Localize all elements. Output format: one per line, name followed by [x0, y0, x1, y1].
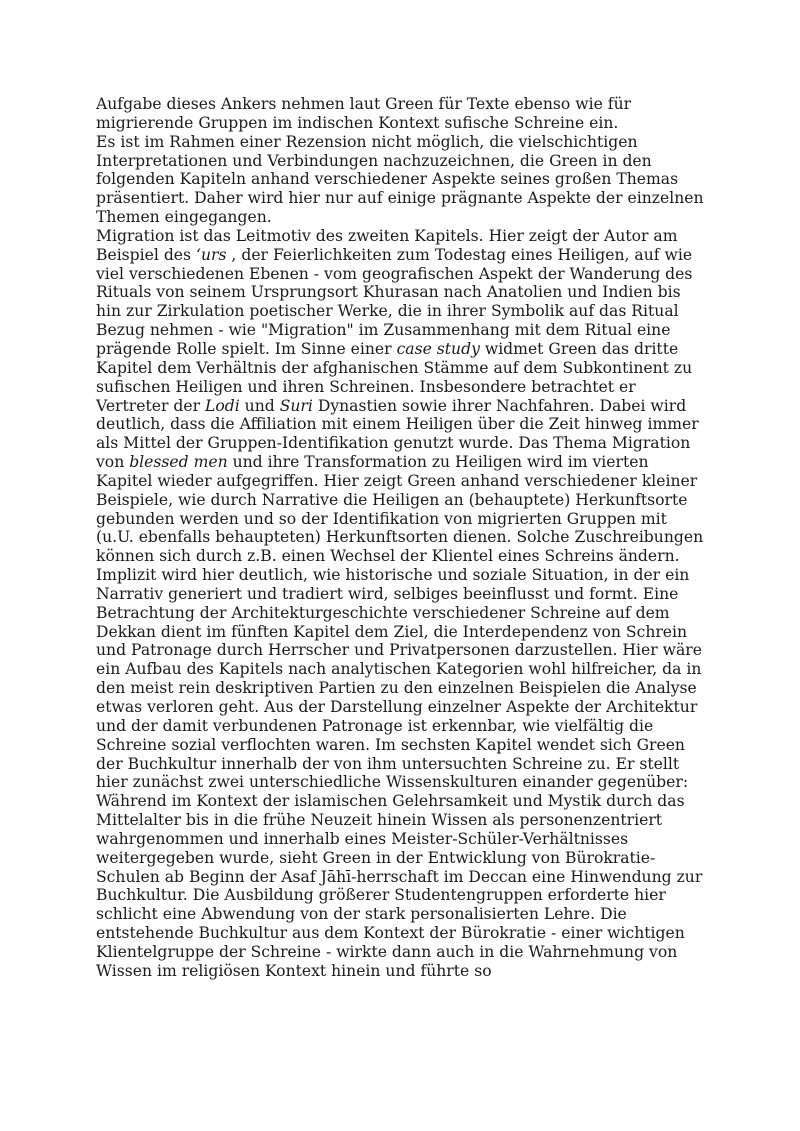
italic-term-urs: ‘urs: [196, 245, 227, 264]
text-run: und ihre Transformation zu Heiligen wird im vierten Kapitel wieder aufgegriffen. Hier zeigt Green anhand verschiedener kleiner Beispiele, wie durch Narrative die Heiligen an (behauptete) Herkunftsorte gebunden werden und so der Identifikation von migrierten Gruppen mit (u.U. ebenfalls behaupteten) Herkunftsorten dienen. Solche Zuschreibungen können sich durch z.B. einen Wechsel der Klientel eines Schreins ändern. Implizit wird hier deutlich, wie historische und soziale Situation, in der ein Narrativ generiert und tradiert wird, selbiges beeinflusst und formt. Eine Betrachtung der Architekturgeschichte verschiedener Schreine auf dem Dekkan dient im fünften Kapitel dem Ziel, die Interdependenz von Schrein und Patronage durch Herrscher und Privatpersonen darzustellen. Hier wäre ein Aufbau des Kapitels nach analytischen Kategorien wohl hilfreicher, da in den meist rein deskriptiven Partien zu den einzelnen Beispielen die Analyse etwas verloren geht. Aus der Darstellung einzelner Aspekte der Architektur und der damit verbundenen Patronage ist erkennbar, wie vielfältig die Schreine sozial verflochten waren. Im sechsten Kapitel wendet sich Green der Buchkultur innerhalb der von ihm untersuchten Schreine zu. Er stellt hier zunächst zwei unterschiedliche Wissenskulturen einander gegenüber: Während im Kontext der islamischen Gelehrsamkeit und Mystik durch das Mittelalter bis in die frühe Neuzeit hinein Wissen als personenzentriert wahrgenommen und innerhalb eines Meister-Schüler-Verhältnisses weitergegeben wurde, sieht Green in der Entwicklung von Bürokratie-Schulen ab Beginn der Asaf Jāhī-herrschaft im Deccan eine Hinwendung zur Buchkultur. Die Ausbildung größerer Studentengruppen erforderte hier schlicht eine Abwendung von der stark personalisierten Lehre. Die entstehende Buchkultur aus dem Kontext der Bürokratie - einer wichtigen Klientelgruppe der Schreine - wirkte dann auch in die Wahrnehmung von Wissen im religiösen Kontext hinein und führte so: [96, 453, 704, 980]
italic-term-suri: Suri: [279, 396, 313, 415]
text-run: Migration ist das Leitmotiv des zweiten Kapitels. Hier zeigt der Autor am Beispiel des: [96, 226, 678, 264]
text-run: Aufgabe dieses Ankers nehmen laut Green für Texte ebenso wie für migrierende Gruppen im indischen Kontext sufische Schreine ein.: [96, 95, 632, 132]
italic-term-blessed-men: blessed men: [129, 453, 228, 472]
paragraph-review-scope: [96, 133, 706, 227]
text-run: , der Feierlichkeiten zum Todestag eines Heiligen, auf wie viel verschiedenen Ebenen - vom geografischen Aspekt der Wanderung des Rituals von seinem Ursprungsort Khurasan nach Anatolien und Indien bis hin zur Zirkulation poetischer Werke, die in ihrer Symbolik auf das Ritual Bezug nehmen - wie "Migration" im Zusammenhang mit dem Ritual eine prägende Rolle spielt. Im Sinne einer: [96, 245, 693, 358]
paragraph-anchor: [96, 95, 706, 133]
text-run: Dynastien sowie ihrer Nachfahren. Dabei wird deutlich, dass die Affiliation mit einem Heiligen über die Zeit hinweg immer als Mittel der Gruppen-Identifikation genutzt wurde. Das Thema Migration von: [96, 396, 699, 472]
document-page: [96, 95, 706, 981]
text-run: und: [239, 396, 280, 415]
italic-term-case-study: case study: [396, 339, 480, 358]
text-run: Es ist im Rahmen einer Rezension nicht möglich, die vielschichtigen Interpretationen und Verbindungen nachzuzeichnen, die Green in den folgenden Kapiteln anhand verschiedener Aspekte seines großen Themas präsentiert. Daher wird hier nur auf einige prägnante Aspekte der einzelnen Themen eingegangen.: [96, 132, 704, 227]
text-run: widmet Green das dritte Kapitel dem Verhältnis der afghanischen Stämme auf dem Subkontinent zu sufischen Heiligen und ihren Schreinen. Insbesondere betrachtet er Vertreter der: [96, 339, 693, 415]
italic-term-lodi: Lodi: [205, 396, 240, 415]
paragraph-migration: [96, 227, 706, 981]
